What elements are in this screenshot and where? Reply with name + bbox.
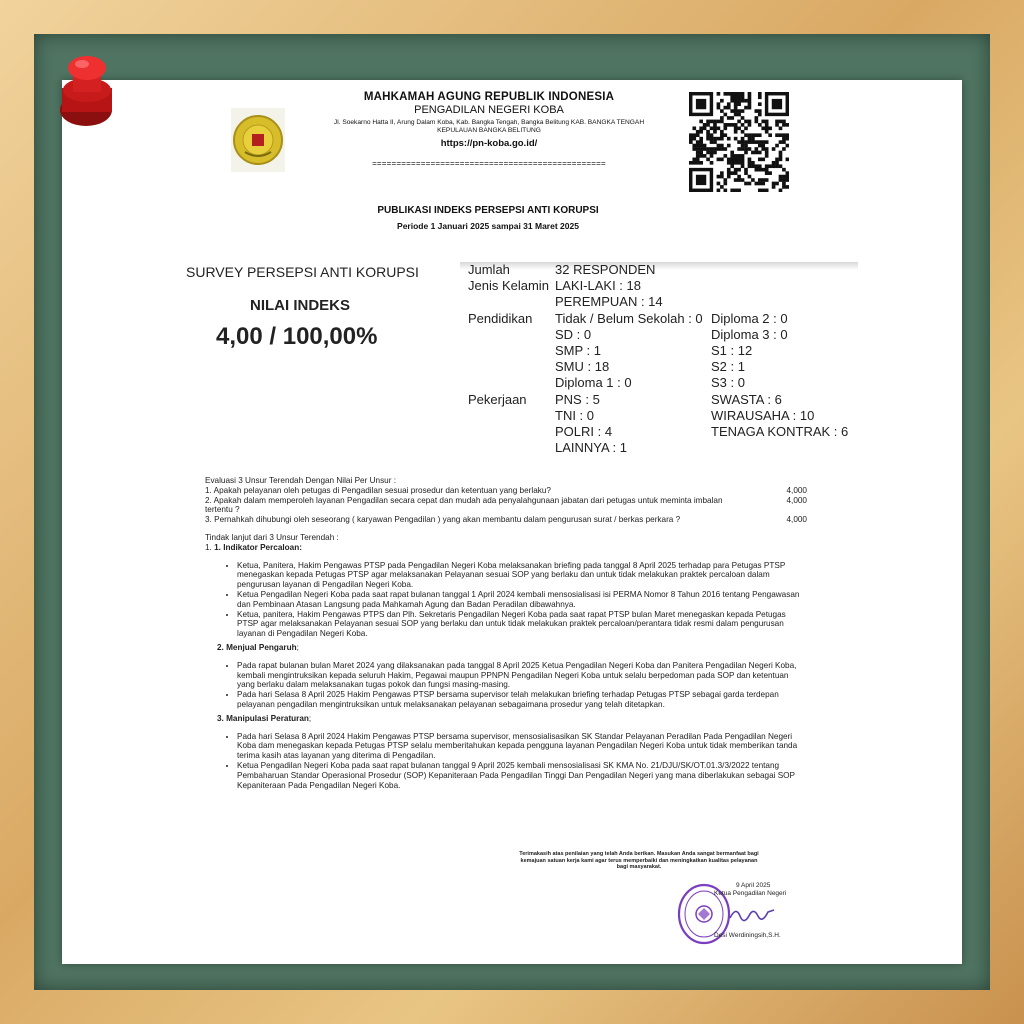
list-item: • Ketua Pengadilan Negeri Koba pada saat rapat bulanan tanggal 9 April 2025 kembali mensosialisasi SK KMA No. 21/DJU/SK/OT.01.3/3/2022 tentang Pembaharuan Standar Operasional Prosedur (SOP) Kepaniteraan Pada Pengadilan Tinggi Dan Pengadilan Negeri yang mana diberlakukan sebagai SOP Kepaniteraan Pada Pengadilan Negeri Koba.	[237, 761, 807, 790]
section-3-list	[205, 732, 807, 791]
stats-value: LAINNYA : 1	[555, 440, 628, 456]
stats-row	[460, 424, 858, 440]
followup-section-1-heading	[205, 543, 807, 553]
stats-value: S2 : 1	[711, 359, 745, 375]
stats-value: TNI : 0	[555, 407, 595, 423]
followup-section-2-heading: 2. Menjual Pengaruh;	[217, 642, 299, 652]
index-score: 4,00 / 100,00%	[216, 323, 378, 350]
evaluation-row	[205, 496, 807, 516]
stats-value: S3 : 0	[711, 375, 745, 391]
publication-heading: PUBLIKASI INDEKS PERSEPSI ANTI KORUPSI	[377, 205, 599, 216]
thank-you-note: Terimakasih atas penilaian yang telah Anda berikan. Masukan Anda sangat bermanfaat bagi kemajuan satuan kerja kami agar terus memperbaiki dan meningkatkan kualitas pelayanan bagi masyarakat.	[519, 851, 759, 871]
stats-value: SMU : 18	[555, 359, 610, 375]
section-1-list	[205, 561, 807, 639]
institution-name: MAHKAMAH AGUNG REPUBLIK INDONESIA	[363, 91, 615, 103]
list-item: • Pada rapat bulanan bulan Maret 2024 yang dilaksanakan pada tanggal 8 April 2025 Ketua Pengadilan Negeri Koba dan Panitera Pengadilan Negeri Koba, kembali mengintruksikan kepada seluruh Hakim, Pegawai maupun PPNPN Pengadilan Negeri Koba untuk selalu berpedoman pada SOP dan ketentuan yang berlaku dalam melaksanakan tugas pokok dan fungsi masing-masing.	[237, 661, 807, 690]
stats-row	[460, 359, 858, 375]
stats-category: Jenis Kelamin	[468, 278, 549, 294]
push-pin-icon	[56, 54, 118, 132]
stats-value: SD : 0	[555, 326, 592, 342]
evaluation-section	[205, 476, 807, 790]
evaluation-question: 1. Apakah pelayanan oleh petugas di Pengadilan sesuai prosedur dan ketentuan yang berlaku?	[205, 485, 551, 495]
header-rule: ================================================	[372, 159, 606, 168]
evaluation-question: 3. Pernahkah dihubungi oleh seseorang ( karyawan Pengadilan ) yang akan membantu dalam pengurusan surat / berkas perkara ?	[205, 515, 681, 525]
stats-value: SMP : 1	[555, 342, 602, 358]
respondent-stats-table	[460, 262, 858, 456]
stats-category: Pendidikan	[468, 310, 533, 326]
list-item: • Ketua, panitera, Hakim Pengawas PTPS dan Plh. Sekretaris Pengadilan Negeri Koba pada saat rapat PTSP bulan Maret menegaskan kepada Petugas PTSP agar melaksanakan Pelayanan sesuai SOP yang berlaku dan untuk tidak melakukan praktek percaloan/perantara tidak resmi dalam pengurusan layanan di Pengadilan Negeri Koba.	[237, 610, 807, 639]
signature-date: 9 April 2025	[736, 882, 771, 889]
evaluation-question: 2. Apakah dalam memperoleh layanan Pengadilan secara cepat dan mudah ada penyalahgunaan jabatan dari petugas untuk meminta imbalan tertentu ?	[205, 495, 723, 515]
evaluation-value: 4,000	[786, 515, 807, 525]
list-item: • Ketua Pengadilan Negeri Koba pada saat rapat bulanan tanggal 1 April 2024 kembali mensosialisasi isi PERMA Nomor 8 Tahun 2016 tentang Pengawasan dan Pembinaan Atasan Langsung pada Mahkamah Agung dan Badan Peradilan dibawahnya.	[237, 590, 807, 610]
signer-name: Desi Werdiningsih,S.H.	[714, 932, 781, 939]
stats-row	[460, 408, 858, 424]
followup-intro: Tindak lanjut dari 3 Unsur Terendah :	[205, 532, 339, 542]
stats-category: Jumlah	[468, 262, 510, 277]
evaluation-value: 4,000	[786, 495, 807, 505]
stats-value: PEREMPUAN : 14	[555, 294, 663, 310]
court-website-link[interactable]: https://pn-koba.go.id/	[440, 138, 538, 149]
stats-row	[460, 327, 858, 343]
stats-row	[460, 294, 858, 310]
stats-value: SWASTA : 6	[711, 391, 782, 407]
publication-period: Periode 1 Januari 2025 sampai 31 Maret 2025	[397, 221, 579, 231]
stats-row	[460, 311, 858, 327]
list-item: • Ketua, Panitera, Hakim Pengawas PTSP pada Pengadilan Negeri Koba melaksanakan briefing pada tanggal 8 April 2025 terhadap para Petugas PTSP menegaskan kepada Petugas PTSP agar melaksanakan Pelayanan sesuai SOP yang berlaku dan untuk tidak melakukan praktek percaloan dalam pengurusan layanan di Pengadilan Negeri Koba.	[237, 561, 807, 590]
section-3-title: 3. Manipulasi Peraturan	[217, 713, 309, 723]
evaluation-value: 4,000	[786, 485, 807, 495]
evaluation-row	[205, 486, 807, 496]
stats-value: 32 RESPONDEN	[555, 262, 656, 277]
stats-value: Tidak / Belum Sekolah : 0	[555, 310, 703, 326]
stats-value: Diploma 1 : 0	[555, 375, 632, 391]
letterhead	[292, 91, 686, 168]
section-1-title: 1. Indikator Percaloan:	[214, 542, 302, 552]
stats-value: POLRI : 4	[555, 423, 613, 439]
court-logo-icon	[231, 108, 285, 172]
evaluation-row	[205, 515, 807, 525]
stats-row	[460, 440, 858, 456]
stats-category: Pekerjaan	[468, 391, 527, 407]
section-1-prefix: 1.	[205, 542, 212, 552]
list-item: • Pada hari Selasa 8 April 2024 Hakim Pengawas PTSP bersama supervisor, mensosialisasikan SK Standar Pelayanan Peradilan Pada Pengadilan Negeri Koba dam menegaskan kepada Petugas PTSP selalu memberitahukan kepada pengguna layanan Pengadilan Negeri Koba untuk tidak memberikan tanda terima kasih atas layanan yang diterima di Pengadilan.	[237, 732, 807, 761]
stats-value: LAKI-LAKI : 18	[555, 278, 641, 294]
stats-value: Diploma 3 : 0	[711, 326, 788, 342]
court-address: Jl. Soekarno Hatta II, Arung Dalam Koba, Kab. Bangka Tengah, Bangka Belitung KAB. BANGKA TENGAH	[333, 119, 645, 126]
evaluation-intro: Evaluasi 3 Unsur Terendah Dengan Nilai Per Unsur :	[205, 476, 396, 485]
stats-row	[460, 343, 858, 359]
qr-code-icon[interactable]	[689, 92, 789, 192]
stats-value: Diploma 2 : 0	[711, 310, 788, 326]
stats-value: WIRAUSAHA : 10	[711, 407, 815, 423]
handwritten-signature-icon	[728, 904, 776, 924]
signer-position: Ketua Pengadilan Negeri	[714, 890, 787, 897]
signature-block	[676, 880, 816, 950]
stats-row	[460, 262, 858, 278]
court-name: PENGADILAN NEGERI KOBA	[414, 104, 564, 116]
stats-row	[460, 278, 858, 294]
survey-label: SURVEY PERSEPSI ANTI KORUPSI	[186, 264, 419, 280]
court-region: KEPULAUAN BANGKA BELITUNG	[437, 127, 541, 134]
followup-section-3-heading: 3. Manipulasi Peraturan;	[217, 713, 312, 723]
stats-value: S1 : 12	[711, 342, 753, 358]
index-label: NILAI INDEKS	[250, 297, 351, 314]
section-2-list	[205, 661, 807, 710]
stats-value: PNS : 5	[555, 391, 600, 407]
stats-row	[460, 392, 858, 408]
list-item: • Pada hari Selasa 8 April 2025 Hakim Pengawas PTSP bersama supervisor telah melakukan briefing terhadap Petugas PTSP sebagai garda terdepan pelayanan pengadilan mengintruksikan untuk melaksanakan pelayanan sebagaimana prosedur yang telah ditetapkan.	[237, 690, 807, 710]
publication-title	[300, 205, 676, 231]
stats-row	[460, 375, 858, 391]
stats-value: TENAGA KONTRAK : 6	[711, 423, 849, 439]
section-2-title: 2. Menjual Pengaruh	[217, 642, 297, 652]
